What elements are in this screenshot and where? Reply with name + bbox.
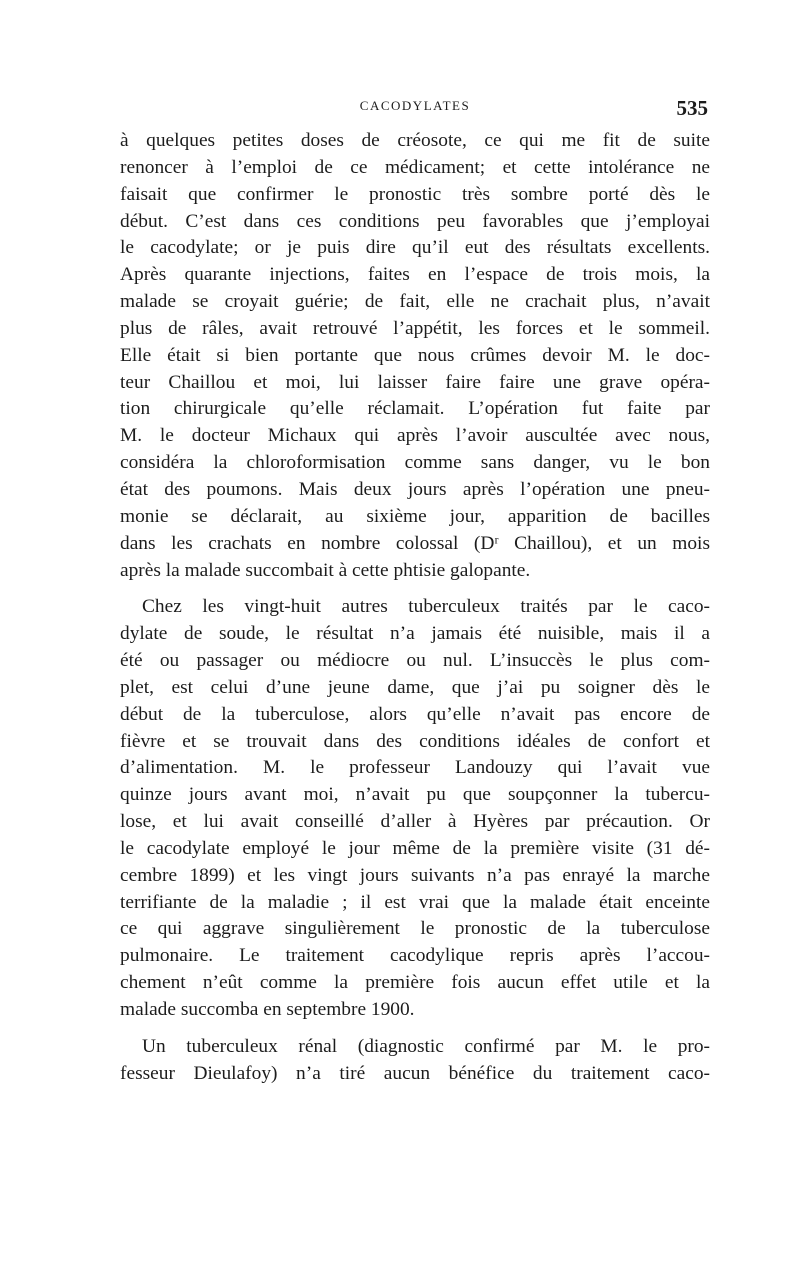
text-line: Chez les vingt-huit autres tuberculeux traités par le caco- — [142, 596, 710, 618]
text-line: malade se croyait guérie; de fait, elle ne crachait plus, n’avait — [120, 291, 710, 313]
text-line: renoncer à l’emploi de ce médicament; et cette intolérance ne — [120, 156, 710, 178]
text-line: été ou passager ou médiocre ou nul. L’insuccès le plus com- — [120, 650, 710, 672]
text-line: dylate de soude, le résultat n’a jamais été nuisible, mais il a — [120, 623, 710, 645]
text-line: après la malade succombait à cette phtisie galopante. — [120, 559, 531, 581]
text-line: terrifiante de la maladie ; il est vrai que la malade était enceinte — [120, 891, 710, 913]
text-line: dans les crachats en nombre colossal (Dʳ Chaillou), et un mois — [120, 532, 710, 554]
text-line: le cacodylate; or je puis dire qu’il eut des résultats excellents. — [120, 237, 710, 259]
text-line: Elle était si bien portante que nous crûmes devoir M. le doc- — [120, 344, 710, 366]
paragraph — [120, 594, 710, 1024]
paragraph — [120, 128, 710, 584]
book-page — [120, 98, 710, 1088]
text-line: considéra la chloroformisation comme sans danger, vu le bon — [120, 452, 710, 474]
text-line: fesseur Dieulafoy) n’a tiré aucun bénéfice du traitement caco- — [120, 1062, 710, 1084]
text-line: lose, et lui avait conseillé d’aller à Hyères par précaution. Or — [120, 811, 710, 833]
text-line: ce qui aggrave singulièrement le pronostic de la tuberculose — [120, 918, 710, 940]
text-line: fièvre et se trouvait dans des conditions idéales de confort et — [120, 730, 710, 752]
text-line: M. le docteur Michaux qui après l’avoir auscultée avec nous, — [120, 425, 710, 447]
text-line: à quelques petites doses de créosote, ce qui me fit de suite — [120, 130, 710, 151]
text-line: début. C’est dans ces conditions peu favorables que j’employai — [120, 210, 710, 232]
text-line: tion chirurgicale qu’elle réclamait. L’opération fut faite par — [120, 398, 710, 420]
running-title: CACODYLATES — [359, 98, 471, 113]
text-line: monie se déclarait, au sixième jour, apparition de bacilles — [120, 505, 710, 527]
paragraph — [120, 1034, 710, 1088]
text-line: plet, est celui d’une jeune dame, que j’ai pu soigner dès le — [120, 676, 710, 698]
text-line: malade succomba en septembre 1900. — [120, 999, 415, 1020]
text-line: pulmonaire. Le traitement cacodylique repris après l’accou- — [120, 945, 710, 967]
text-line: faisait que confirmer le pronostic très sombre porté dès le — [120, 183, 710, 205]
text-line: début de la tuberculose, alors qu’elle n’avait pas encore de — [120, 703, 710, 725]
page-number: 535 — [676, 96, 708, 120]
text-line: plus de râles, avait retrouvé l’appétit, les forces et le sommeil. — [120, 317, 710, 339]
paragraph-gap — [120, 584, 710, 594]
body-text — [120, 128, 710, 1088]
text-line: quinze jours avant moi, n’avait pu que soupçonner la tubercu- — [120, 784, 710, 806]
text-line: chement n’eût comme la première fois aucun effet utile et la — [120, 972, 710, 994]
text-line: le cacodylate employé le jour même de la première visite (31 dé- — [120, 837, 710, 859]
text-line: état des poumons. Mais deux jours après l’opération une pneu- — [120, 478, 710, 500]
paragraph-gap — [120, 1024, 710, 1034]
text-line: Un tuberculeux rénal (diagnostic confirmé par M. le pro- — [142, 1035, 710, 1057]
text-line: teur Chaillou et moi, lui laisser faire faire une grave opéra- — [120, 371, 710, 393]
running-head — [120, 98, 710, 128]
text-line: Après quarante injections, faites en l’espace de trois mois, la — [120, 264, 710, 286]
text-line: cembre 1899) et les vingt jours suivants n’a pas enrayé la marche — [120, 864, 710, 886]
text-line: d’alimentation. M. le professeur Landouzy qui l’avait vue — [120, 757, 710, 779]
